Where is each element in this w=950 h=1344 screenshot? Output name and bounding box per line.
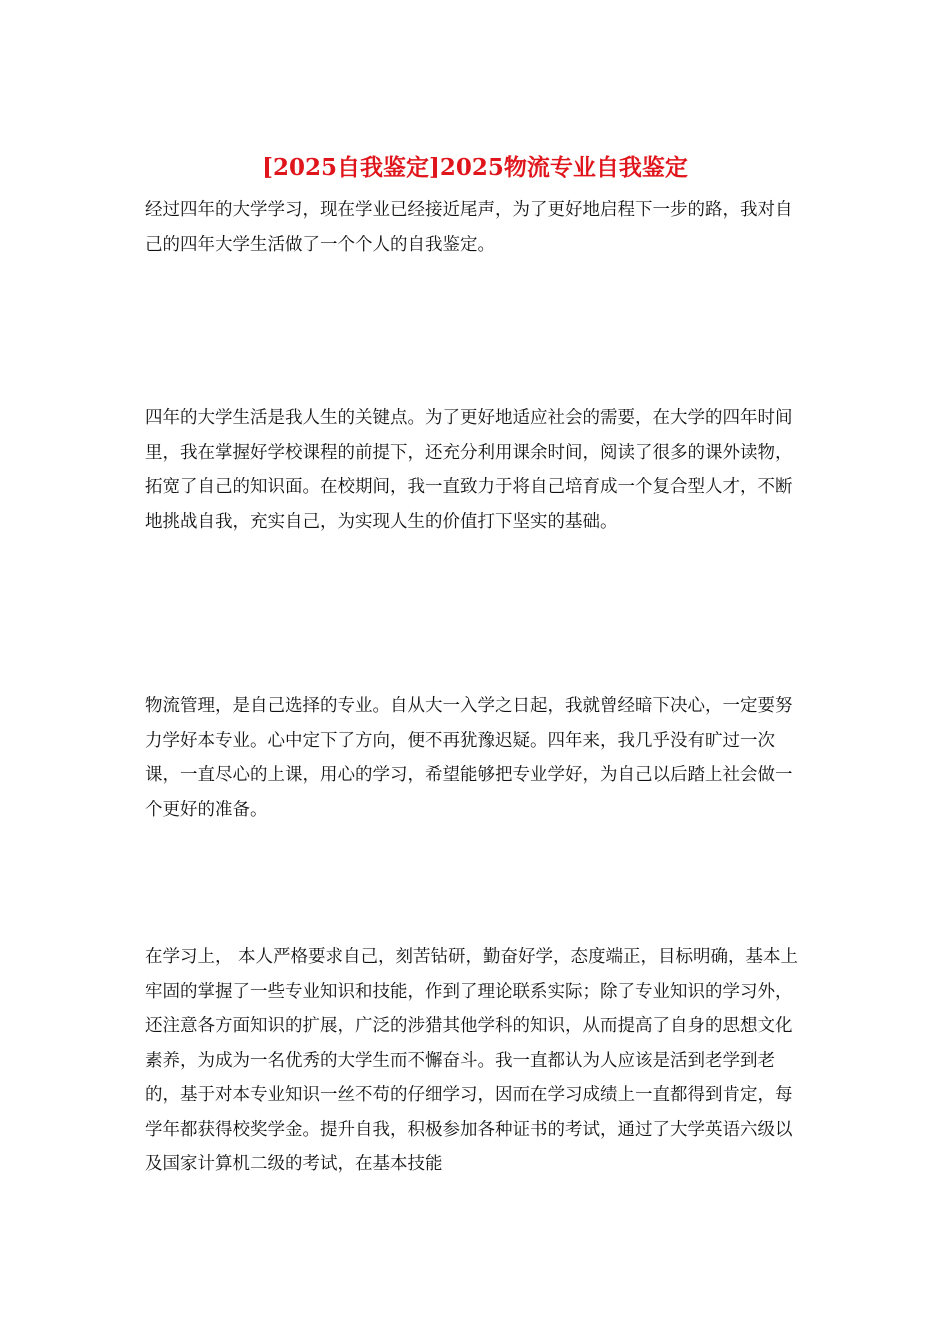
paragraph-intro: 经过四年的大学学习，现在学业已经接近尾声，为了更好地启程下一步的路，我对自己的四年大学生活做了一个个人的自我鉴定。 xyxy=(145,200,793,255)
paragraph-study: 在学习上， 本人严格要求自己，刻苦钻研，勤奋好学，态度端正，目标明确，基本上牢固的掌握了一些专业知识和技能，作到了理论联系实际；除了专业知识的学习外，还注意各方面知识的扩展，广泛的涉猎其他学科的知识，从而提高了自身的思想文化素养，为成为一名优秀的大学生而不懈奋斗。我一直都认为人应该是活到老学到老的，基于对本专业知识一丝不苟的仔细学习，因而在学习成绩上一直都得到肯定，每学年都获得校奖学金。提升自我，积极参加各种证书的考试，通过了大学英语六级以及国家计算机二级的考试，在基本技能 xyxy=(145,947,799,1174)
paragraph-major: 物流管理，是自己选择的专业。自从大一入学之日起，我就曾经暗下决心，一定要努力学好本专业。心中定下了方向，便不再犹豫迟疑。四年来，我几乎没有旷过一次课，一直尽心的上课，用心的学习，希望能够把专业学好，为自己以后踏上社会做一个更好的准备。 xyxy=(145,696,793,820)
document-title: [2025自我鉴定]2025物流专业自我鉴定 xyxy=(262,154,688,181)
paragraph-university-life: 四年的大学生活是我人生的关键点。为了更好地适应社会的需要，在大学的四年时间里，我在掌握好学校课程的前提下，还充分利用课余时间，阅读了很多的课外读物，拓宽了自己的知识面。在校期间，我一直致力于将自己培育成一个复合型人才，不断地挑战自我，充实自己，为实现人生的价值打下坚实的基础。 xyxy=(145,408,793,532)
